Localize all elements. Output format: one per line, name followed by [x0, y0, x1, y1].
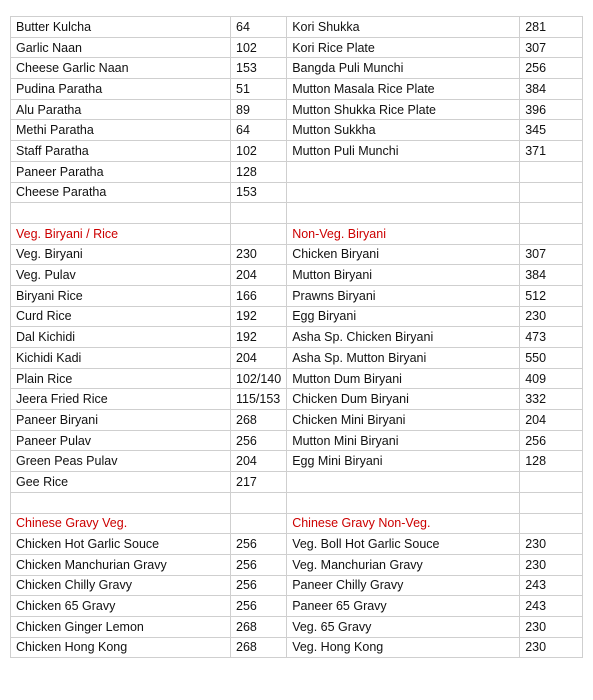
menu-body — [11, 17, 583, 658]
menu-row — [11, 161, 583, 182]
item-name-left: Chicken Chilly Gravy — [11, 575, 231, 596]
menu-row — [11, 37, 583, 58]
item-name-right: Asha Sp. Chicken Biryani — [287, 327, 520, 348]
item-name-right: Veg. Hong Kong — [287, 637, 520, 658]
empty-cell — [520, 161, 583, 182]
item-price-right: 307 — [520, 37, 583, 58]
item-price-right: 243 — [520, 596, 583, 617]
item-name-left: Chicken Hot Garlic Souce — [11, 534, 231, 555]
empty-cell — [520, 223, 583, 244]
menu-row — [11, 513, 583, 534]
item-price-left: 89 — [231, 99, 287, 120]
item-name-left: Paneer Paratha — [11, 161, 231, 182]
menu-row — [11, 348, 583, 369]
empty-cell — [287, 492, 520, 513]
empty-cell — [287, 182, 520, 203]
item-name-left: Cheese Paratha — [11, 182, 231, 203]
empty-cell — [11, 203, 231, 224]
item-price-left: 256 — [231, 430, 287, 451]
item-name-right: Mutton Shukka Rice Plate — [287, 99, 520, 120]
menu-row — [11, 120, 583, 141]
menu-row — [11, 410, 583, 431]
item-price-left: 268 — [231, 410, 287, 431]
item-name-right: Chicken Mini Biryani — [287, 410, 520, 431]
menu-row — [11, 389, 583, 410]
item-name-right: Mutton Masala Rice Plate — [287, 79, 520, 100]
menu-row — [11, 182, 583, 203]
item-price-right: 550 — [520, 348, 583, 369]
section-heading: Chinese Gravy Veg. — [11, 513, 231, 534]
menu-table — [10, 16, 583, 658]
item-name-right: Veg. Manchurian Gravy — [287, 554, 520, 575]
item-name-left: Chicken 65 Gravy — [11, 596, 231, 617]
menu-row — [11, 223, 583, 244]
empty-cell — [231, 513, 287, 534]
empty-cell — [520, 203, 583, 224]
item-price-left: 204 — [231, 451, 287, 472]
item-price-left: 102 — [231, 141, 287, 162]
menu-row — [11, 368, 583, 389]
item-price-left: 153 — [231, 58, 287, 79]
item-name-left: Pudina Paratha — [11, 79, 231, 100]
item-name-right: Egg Biryani — [287, 306, 520, 327]
item-name-left: Plain Rice — [11, 368, 231, 389]
menu-row — [11, 492, 583, 513]
item-price-left: 204 — [231, 265, 287, 286]
item-price-left: 153 — [231, 182, 287, 203]
item-price-right: 345 — [520, 120, 583, 141]
item-name-left: Methi Paratha — [11, 120, 231, 141]
item-name-left: Kichidi Kadi — [11, 348, 231, 369]
item-price-left: 230 — [231, 244, 287, 265]
item-price-right: 409 — [520, 368, 583, 389]
item-name-right: Mutton Mini Biryani — [287, 430, 520, 451]
item-price-right: 230 — [520, 637, 583, 658]
item-name-left: Veg. Pulav — [11, 265, 231, 286]
menu-row — [11, 58, 583, 79]
item-price-left: 115/153 — [231, 389, 287, 410]
item-name-right: Mutton Dum Biryani — [287, 368, 520, 389]
item-price-left: 192 — [231, 327, 287, 348]
item-name-right: Mutton Biryani — [287, 265, 520, 286]
item-name-right: Kori Shukka — [287, 17, 520, 38]
item-price-right: 332 — [520, 389, 583, 410]
item-name-left: Dal Kichidi — [11, 327, 231, 348]
item-price-right: 128 — [520, 451, 583, 472]
menu-row — [11, 575, 583, 596]
menu-row — [11, 99, 583, 120]
item-price-left: 64 — [231, 120, 287, 141]
item-price-left: 51 — [231, 79, 287, 100]
item-name-left: Veg. Biryani — [11, 244, 231, 265]
menu-row — [11, 451, 583, 472]
item-name-right: Chicken Dum Biryani — [287, 389, 520, 410]
item-name-left: Paneer Biryani — [11, 410, 231, 431]
menu-row — [11, 306, 583, 327]
item-price-left: 256 — [231, 575, 287, 596]
item-name-left: Cheese Garlic Naan — [11, 58, 231, 79]
item-price-right: 230 — [520, 616, 583, 637]
item-name-right: Egg Mini Biryani — [287, 451, 520, 472]
item-price-right: 256 — [520, 58, 583, 79]
item-name-right: Veg. 65 Gravy — [287, 616, 520, 637]
item-name-left: Biryani Rice — [11, 285, 231, 306]
empty-cell — [231, 223, 287, 244]
item-name-left: Chicken Manchurian Gravy — [11, 554, 231, 575]
item-name-right: Asha Sp. Mutton Biryani — [287, 348, 520, 369]
item-name-left: Butter Kulcha — [11, 17, 231, 38]
menu-row — [11, 244, 583, 265]
item-name-right: Prawns Biryani — [287, 285, 520, 306]
item-price-left: 166 — [231, 285, 287, 306]
item-price-right: 307 — [520, 244, 583, 265]
item-price-right: 204 — [520, 410, 583, 431]
empty-cell — [520, 513, 583, 534]
item-name-right: Kori Rice Plate — [287, 37, 520, 58]
item-name-right: Mutton Sukkha — [287, 120, 520, 141]
menu-row — [11, 327, 583, 348]
item-name-right: Veg. Boll Hot Garlic Souce — [287, 534, 520, 555]
item-price-left: 217 — [231, 472, 287, 493]
section-heading: Veg. Biryani / Rice — [11, 223, 231, 244]
item-name-left: Paneer Pulav — [11, 430, 231, 451]
item-name-right: Chicken Biryani — [287, 244, 520, 265]
menu-row — [11, 534, 583, 555]
menu-row — [11, 17, 583, 38]
item-price-left: 204 — [231, 348, 287, 369]
empty-cell — [11, 492, 231, 513]
empty-cell — [520, 472, 583, 493]
empty-cell — [231, 203, 287, 224]
item-price-right: 230 — [520, 306, 583, 327]
item-price-left: 256 — [231, 596, 287, 617]
menu-row — [11, 285, 583, 306]
menu-row — [11, 554, 583, 575]
item-name-right: Paneer 65 Gravy — [287, 596, 520, 617]
item-name-left: Chicken Ginger Lemon — [11, 616, 231, 637]
item-price-left: 128 — [231, 161, 287, 182]
menu-row — [11, 141, 583, 162]
menu-row — [11, 265, 583, 286]
item-name-left: Chicken Hong Kong — [11, 637, 231, 658]
item-name-right: Mutton Puli Munchi — [287, 141, 520, 162]
item-name-right: Bangda Puli Munchi — [287, 58, 520, 79]
item-price-right: 396 — [520, 99, 583, 120]
empty-cell — [520, 182, 583, 203]
empty-cell — [231, 492, 287, 513]
item-price-left: 256 — [231, 554, 287, 575]
item-price-right: 371 — [520, 141, 583, 162]
empty-cell — [287, 161, 520, 182]
empty-cell — [520, 492, 583, 513]
item-price-right: 243 — [520, 575, 583, 596]
item-price-left: 64 — [231, 17, 287, 38]
empty-cell — [287, 203, 520, 224]
item-name-left: Jeera Fried Rice — [11, 389, 231, 410]
item-price-right: 256 — [520, 430, 583, 451]
menu-row — [11, 430, 583, 451]
section-heading: Chinese Gravy Non-Veg. — [287, 513, 520, 534]
item-price-right: 384 — [520, 79, 583, 100]
menu-row — [11, 203, 583, 224]
item-name-left: Alu Paratha — [11, 99, 231, 120]
item-price-left: 192 — [231, 306, 287, 327]
menu-row — [11, 79, 583, 100]
item-name-left: Gee Rice — [11, 472, 231, 493]
item-price-right: 384 — [520, 265, 583, 286]
item-price-right: 512 — [520, 285, 583, 306]
item-price-left: 268 — [231, 637, 287, 658]
section-heading: Non-Veg. Biryani — [287, 223, 520, 244]
menu-row — [11, 472, 583, 493]
item-price-left: 102 — [231, 37, 287, 58]
item-price-right: 473 — [520, 327, 583, 348]
menu-row — [11, 596, 583, 617]
item-price-right: 281 — [520, 17, 583, 38]
item-name-left: Staff Paratha — [11, 141, 231, 162]
item-name-left: Curd Rice — [11, 306, 231, 327]
menu-row — [11, 637, 583, 658]
item-price-left: 102/140 — [231, 368, 287, 389]
item-price-right: 230 — [520, 554, 583, 575]
menu-row — [11, 616, 583, 637]
empty-cell — [287, 472, 520, 493]
item-price-left: 268 — [231, 616, 287, 637]
item-name-left: Green Peas Pulav — [11, 451, 231, 472]
item-name-right: Paneer Chilly Gravy — [287, 575, 520, 596]
item-price-right: 230 — [520, 534, 583, 555]
item-name-left: Garlic Naan — [11, 37, 231, 58]
item-price-left: 256 — [231, 534, 287, 555]
